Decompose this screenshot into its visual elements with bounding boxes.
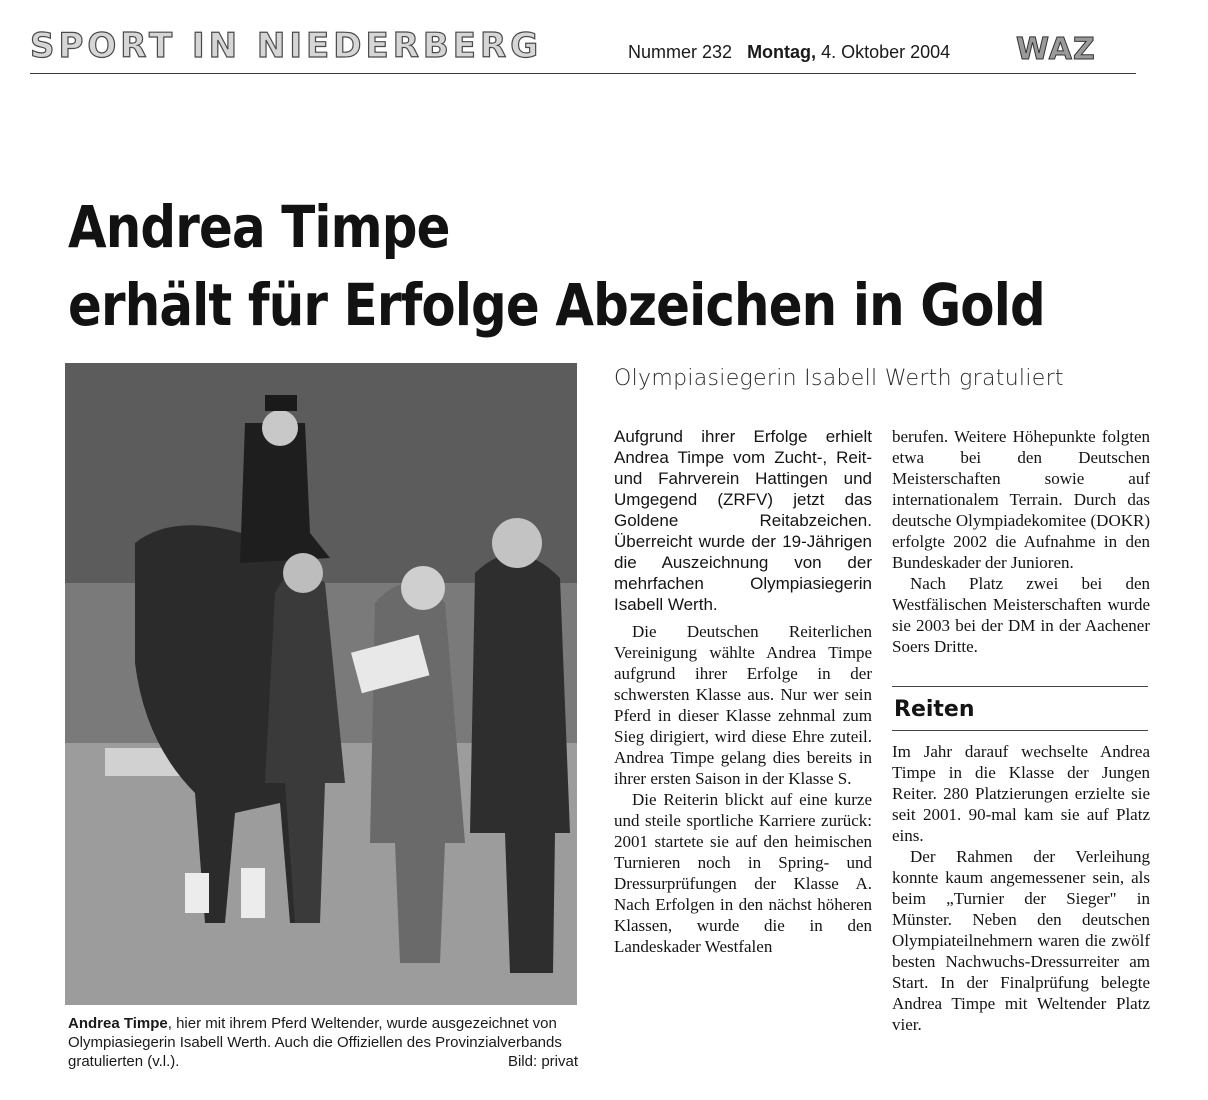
body-paragraph: Im Jahr darauf wechselte Andrea Timpe in die Klasse der Jungen Reiter. 280 Platzierungen erzielte sie seit 2001. 90-mal kam sie auf Platz eins. (892, 742, 1150, 845)
newspaper-logo: WAZ (1016, 32, 1096, 67)
body-paragraph: Nach Platz zwei bei den Westfälischen Meisterschaften wurde sie 2003 bei der DM in der Aachener Soers Dritte. (892, 574, 1150, 656)
headline-line-2: erhält für Erfolge Abzeichen in Gold (68, 271, 1045, 339)
lead-paragraph: Aufgrund ihrer Erfolge erhielt Andrea Timpe vom Zucht-, Reit- und Fahrverein Hattingen und Umgegend (ZRFV) jetzt das Goldene Reitabzeichen. Überreicht wurde der 19-Jährigen die Auszeichnung von der mehrfachen Olympiasiegerin Isabell Werth. (614, 427, 872, 614)
section-rule-top (892, 686, 1148, 687)
article-photo (65, 363, 577, 1005)
caption-name: Andrea Timpe (68, 1015, 168, 1032)
section-title: SPORT IN NIEDERBERG (30, 26, 543, 66)
issue-info (628, 42, 950, 63)
caption-text: , hier mit ihrem Pferd Weltender, wurde ausgezeichnet von Olympiasiegerin Isabell Werth. Auch die Offiziellen des Provinzialverbands gratulierten (v.l.). (68, 1015, 562, 1070)
photo-illustration (65, 363, 577, 1005)
section-heading: Reiten (894, 697, 975, 722)
issue-date: 4. Oktober 2004 (821, 42, 951, 62)
issue-number: Nummer 232 (628, 42, 733, 62)
column-1 (614, 426, 872, 957)
photo-caption (68, 1014, 578, 1071)
column-2-continued (892, 741, 1150, 1035)
masthead-rule (30, 73, 1136, 74)
weekday: Montag, (747, 42, 817, 62)
body-paragraph: Die Reiterin blickt auf eine kurze und steile sportliche Karriere zurück: 2001 startete sie auf den heimischen Turnieren noch in Spring- und Dressurprüfungen der Klasse A. Nach Erfolgen in den nächst höheren Klassen, wurde die in den Landeskader Westfalen (614, 790, 872, 956)
subheadline: Olympiasiegerin Isabell Werth gratuliert (614, 366, 1064, 391)
column-2 (892, 426, 1150, 657)
body-paragraph: Der Rahmen der Verleihung konnte kaum angemessener sein, als beim „Turnier der Sieger" in Münster. Neben den deutschen Olympiateilnehmern waren die zwölf besten Nachwuchs-Dressurreiter am Start. In der Finalprüfung belegte Andrea Timpe mit Weltender Platz vier. (892, 847, 1150, 1034)
headline-line-1: Andrea Timpe (68, 193, 450, 261)
body-paragraph: berufen. Weitere Höhepunkte folgten etwa bei den Deutschen Meisterschaften sowie auf internationalem Terrain. Durch das deutsche Olympiadekomitee (DOKR) erfolgte 2002 die Aufnahme in den Bundeskader der Junioren. (892, 427, 1150, 572)
body-paragraph: Die Deutschen Reiterlichen Vereinigung wählte Andrea Timpe aufgrund ihrer Erfolge in der schwersten Klasse aus. Nur wer sein Pferd in dieser Klasse zehnmal zum Sieg dirigiert, wird diese Ehre zuteil. Andrea Timpe gelang dies bereits in ihrer ersten Saison in der Klasse S. (614, 622, 872, 788)
photo-credit: Bild: privat (507, 1053, 578, 1070)
section-rule-bottom (892, 730, 1148, 731)
